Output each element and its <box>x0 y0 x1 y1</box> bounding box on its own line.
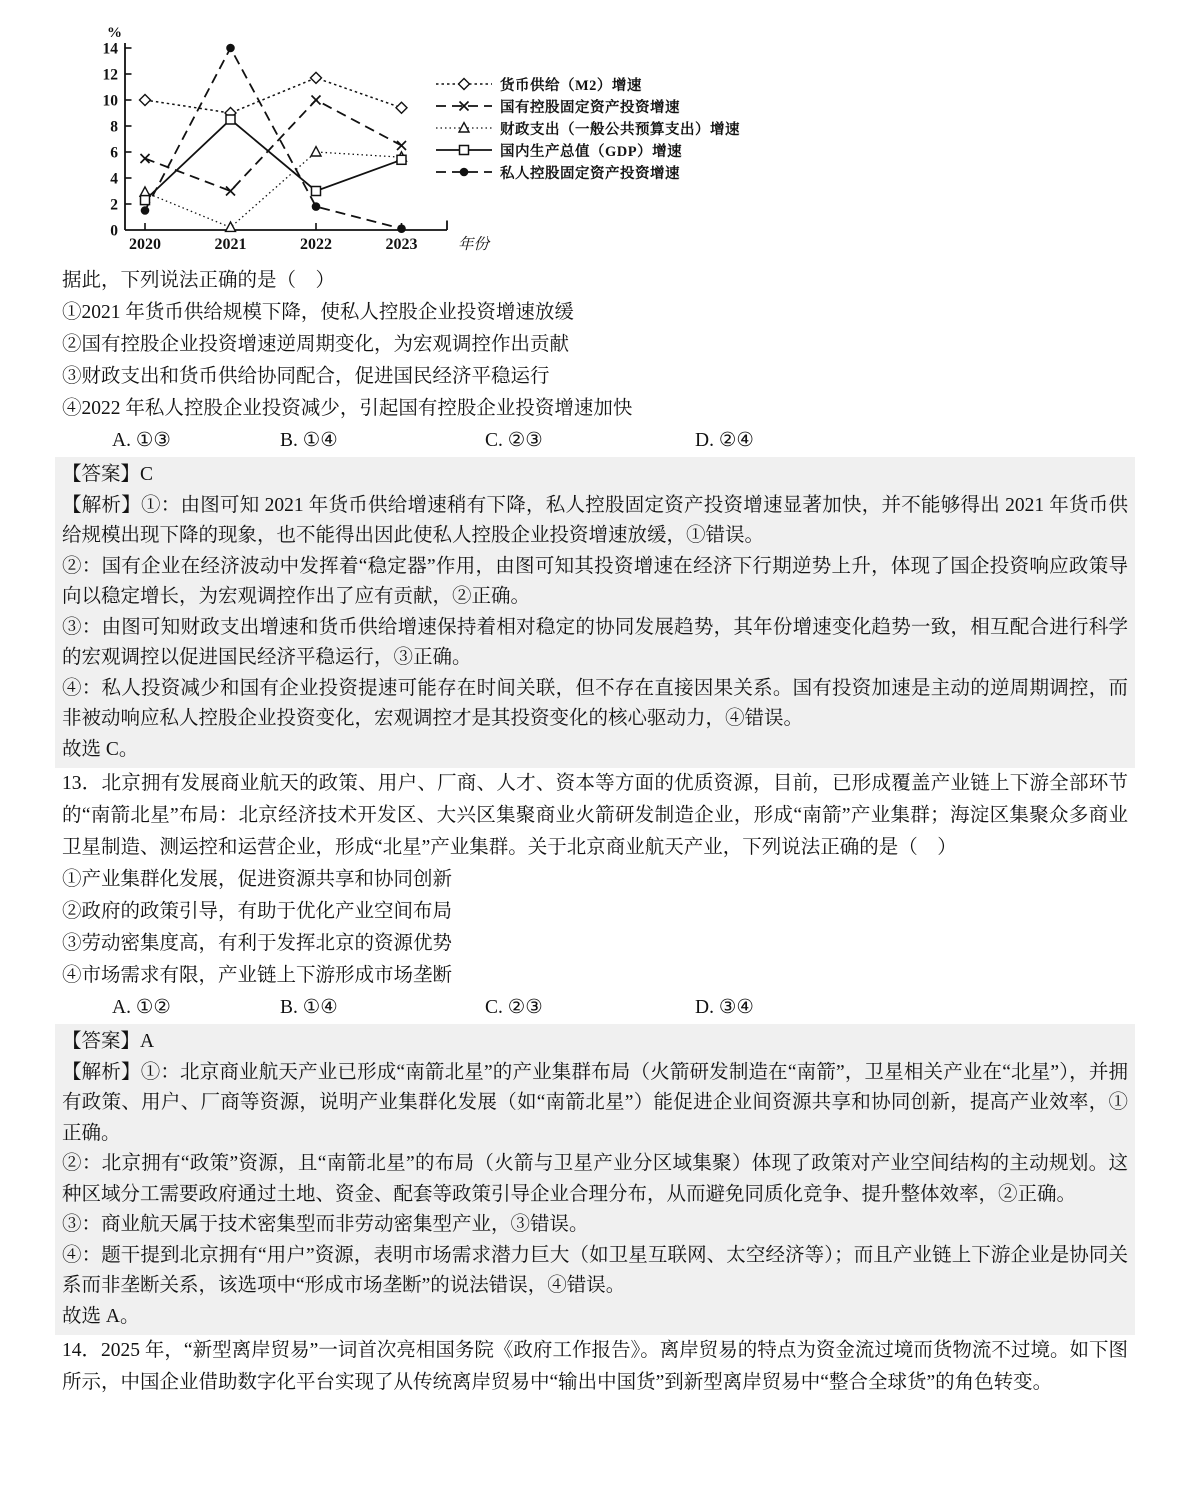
svg-text:2020: 2020 <box>129 236 161 253</box>
q13-answer: 【答案】A <box>62 1031 155 1052</box>
legend-label: 财政支出（一般公共预算支出）增速 <box>500 121 740 138</box>
svg-text:2021: 2021 <box>214 236 247 253</box>
svg-text:%: % <box>107 25 122 41</box>
q13-answer-block <box>55 1024 1135 1335</box>
q12-option-c: C. ②③ <box>485 430 543 451</box>
q12-conclusion: 故选 C。 <box>62 738 139 760</box>
q13-conclusion: 故选 A。 <box>62 1305 140 1327</box>
q13-analysis-3: ③：商业航天属于技术密集型而非劳动密集型产业，③错误。 <box>62 1214 589 1235</box>
q13-option-a: A. ①② <box>112 997 171 1018</box>
q13-option-b: B. ①④ <box>280 997 338 1018</box>
legend-sample-square-open <box>435 143 493 157</box>
q12-option-b: B. ①④ <box>280 430 338 451</box>
q12-option-d: D. ②④ <box>695 430 754 451</box>
q13-analysis-4: ④：题干提到北京拥有“用户”资源，表明市场需求潜力巨大（如卫星互联网、太空经济等）；而且产业链上下游企业是协同关系而非垄断关系，该选项中“形成市场垄断”的说法错误，④错误。 <box>62 1244 1128 1296</box>
q12-option-a: A. ①③ <box>112 430 171 451</box>
svg-text:14: 14 <box>102 40 118 58</box>
legend-item <box>435 139 740 161</box>
legend-sample-diamond-open <box>435 77 493 91</box>
legend-sample-circle-filled <box>435 165 493 179</box>
legend-sample-triangle-open <box>435 121 493 135</box>
q13-analysis-1: 【解析】①：北京商业航天产业已形成“南箭北星”的产业集群布局（火箭研发制造在“南箭”，卫星相关产业在“北星”），并拥有政策、用户、厂商等资源，说明产业集群化发展（如“南箭北星”）能促进企业间资源共享和协同创新，提高产业效率，①正确。 <box>62 1061 1128 1144</box>
svg-text:12: 12 <box>102 66 118 84</box>
svg-text:0: 0 <box>110 222 118 240</box>
q12-stem: 据此，下列说法正确的是（ ） <box>62 270 336 291</box>
legend-item <box>435 161 740 183</box>
svg-text:年份: 年份 <box>458 236 490 253</box>
legend-item <box>435 73 740 95</box>
svg-text:2: 2 <box>110 196 118 214</box>
legend-label: 货币供给（M2）增速 <box>500 77 642 94</box>
q14-stem: 14．2025 年，“新型离岸贸易”一词首次亮相国务院《政府工作报告》。离岸贸易的特点为资金流过境而货物流不过境。如下图所示，中国企业借助数字化平台实现了从传统离岸贸易中“输出中国货”到新型离岸贸易中“整合全球货”的角色转变。 <box>62 1340 1128 1393</box>
q12-analysis-2: ②：国有企业在经济波动中发挥着“稳定器”作用，由图可知其投资增速在经济下行期逆势上升，体现了国企投资响应政策导向以稳定增长，为宏观调控作出了应有贡献，②正确。 <box>62 555 1128 607</box>
q13-option-d: D. ③④ <box>695 997 754 1018</box>
q12-statement-1: ①2021 年货币供给规模下降，使私人控股企业投资增速放缓 <box>62 302 574 323</box>
q13-statement-1: ①产业集群化发展，促进资源共享和协同创新 <box>62 869 453 890</box>
q12-statement-4: ④2022 年私人控股企业投资减少，引起国有控股企业投资增速加快 <box>62 398 633 419</box>
q13-option-c: C. ②③ <box>485 997 543 1018</box>
legend-item <box>435 117 740 139</box>
q13-statement-2: ②政府的政策引导，有助于优化产业空间布局 <box>62 901 453 922</box>
q12-analysis-1: 【解析】①：由图可知 2021 年货币供给增速稍有下降，私人控股固定资产投资增速显著加快，并不能够得出 2021 年货币供给规模出现下降的现象，也不能得出因此使私人控股企业投资增速放缓，①错误。 <box>62 494 1128 546</box>
q13-analysis-2: ②：北京拥有“政策”资源，且“南箭北星”的布局（火箭与卫星产业分区域集聚）体现了政策对产业空间结构的主动规划。这种区域分工需要政府通过土地、资金、配套等政策引导企业合理分布，从而避免同质化竞争、提升整体效率，②正确。 <box>62 1153 1128 1205</box>
q12-statement-2: ②国有控股企业投资增速逆周期变化，为宏观调控作出贡献 <box>62 334 570 355</box>
chart-legend <box>435 73 740 183</box>
q13-options <box>62 992 1128 1024</box>
svg-text:4: 4 <box>110 170 118 188</box>
q13-statement-3: ③劳动密集度高，有利于发挥北京的资源优势 <box>62 933 453 954</box>
svg-text:6: 6 <box>110 144 118 162</box>
q12-answer-block <box>55 457 1135 768</box>
svg-text:2022: 2022 <box>300 236 332 253</box>
svg-text:2023: 2023 <box>385 236 418 253</box>
q13-stem: 13．北京拥有发展商业航天的政策、用户、厂商、人才、资本等方面的优质资源，目前，已形成覆盖产业链上下游全部环节的“南箭北星”布局：北京经济技术开发区、大兴区集聚商业火箭研发制造企业，形成“南箭”产业集群；海淀区集聚众多商业卫星制造、测运控和运营企业，形成“北星”产业集群。关于北京商业航天产业，下列说法正确的是（ ） <box>62 773 1128 858</box>
economics-line-chart <box>62 25 1128 265</box>
legend-item <box>435 95 740 117</box>
q13-statement-4: ④市场需求有限，产业链上下游形成市场垄断 <box>62 965 453 986</box>
svg-text:10: 10 <box>102 92 118 110</box>
legend-label: 国内生产总值（GDP）增速 <box>500 143 683 160</box>
svg-text:8: 8 <box>110 118 118 136</box>
q12-analysis-3: ③：由图可知财政支出增速和货币供给增速保持着相对稳定的协同发展趋势，其年份增速变化趋势一致，相互配合进行科学的宏观调控以促进国民经济平稳运行，③正确。 <box>62 616 1128 668</box>
legend-sample-x-cross <box>435 99 493 113</box>
q12-options <box>62 425 1128 457</box>
legend-label: 国有控股固定资产投资增速 <box>500 99 680 116</box>
q12-statement-3: ③财政支出和货币供给协同配合，促进国民经济平稳运行 <box>62 366 550 387</box>
q12-answer: 【答案】C <box>62 464 154 485</box>
legend-label: 私人控股固定资产投资增速 <box>500 165 680 182</box>
q12-analysis-4: ④：私人投资减少和国有企业投资提速可能存在时间关联，但不存在直接因果关系。国有投资加速是主动的逆周期调控，而非被动响应私人控股企业投资变化，宏观调控才是其投资变化的核心驱动力，④错误。 <box>62 677 1128 729</box>
